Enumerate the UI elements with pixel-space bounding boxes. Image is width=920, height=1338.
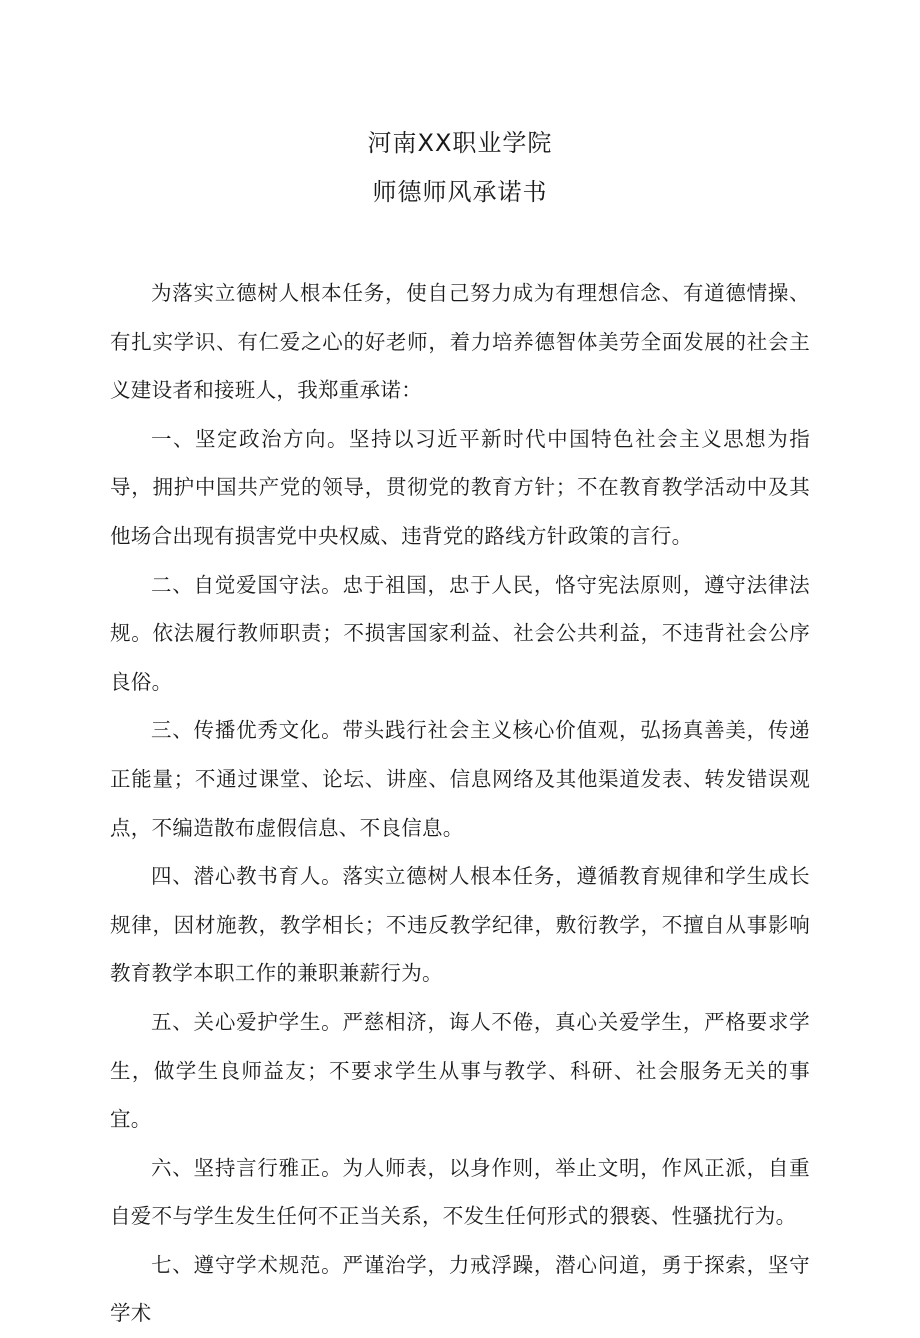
paragraph-item-4: 四、潜心教书育人。落实立德树人根本任务，遵循教育规律和学生成长规律，因材施教，教学相长；不违反教学纪律，敷衍教学，不擅自从事影响教育教学本职工作的兼职兼薪行为。 <box>110 864 810 986</box>
document-title-institution: 河南XX职业学院 <box>367 129 553 157</box>
paragraph-item-5: 五、关心爱护学生。严慈相济，诲人不倦，真心关爱学生，严格要求学生，做学生良师益友；不要求学生从事与教学、科研、社会服务无关的事宜。 <box>110 1009 810 1132</box>
document-body <box>110 269 810 1338</box>
paragraph-item-7: 七、遵守学术规范。严谨治学，力戒浮躁，潜心问道，勇于探索，坚守学术 <box>110 1252 810 1326</box>
document-title-pledge: 师德师风承诺书 <box>372 178 548 206</box>
paragraph-item-1: 一、坚定政治方向。坚持以习近平新时代中国特色社会主义思想为指导，拥护中国共产党的领导，贯彻党的教育方针；不在教育教学活动中及其他场合出现有损害党中央权威、违背党的路线方针政策的言行。 <box>110 426 810 548</box>
paragraph-item-3: 三、传播优秀文化。带头践行社会主义核心价值观，弘扬真善美，传递正能量；不通过课堂、论坛、讲座、信息网络及其他渠道发表、转发错误观点，不编造散布虚假信息、不良信息。 <box>110 718 810 840</box>
paragraph-item-6: 六、坚持言行雅正。为人师表，以身作则，举止文明，作风正派，自重自爱不与学生发生任何不正当关系，不发生任何形式的猥亵、性骚扰行为。 <box>110 1155 810 1229</box>
paragraph-item-2: 二、自觉爱国守法。忠于祖国，忠于人民，恪守宪法原则，遵守法律法规。依法履行教师职责；不损害国家利益、社会公共利益，不违背社会公序良俗。 <box>110 572 810 694</box>
paragraph-intro: 为落实立德树人根本任务，使自己努力成为有理想信念、有道德情操、有扎实学识、有仁爱之心的好老师，着力培养德智体美劳全面发展的社会主义建设者和接班人，我郑重承诺： <box>110 281 810 403</box>
